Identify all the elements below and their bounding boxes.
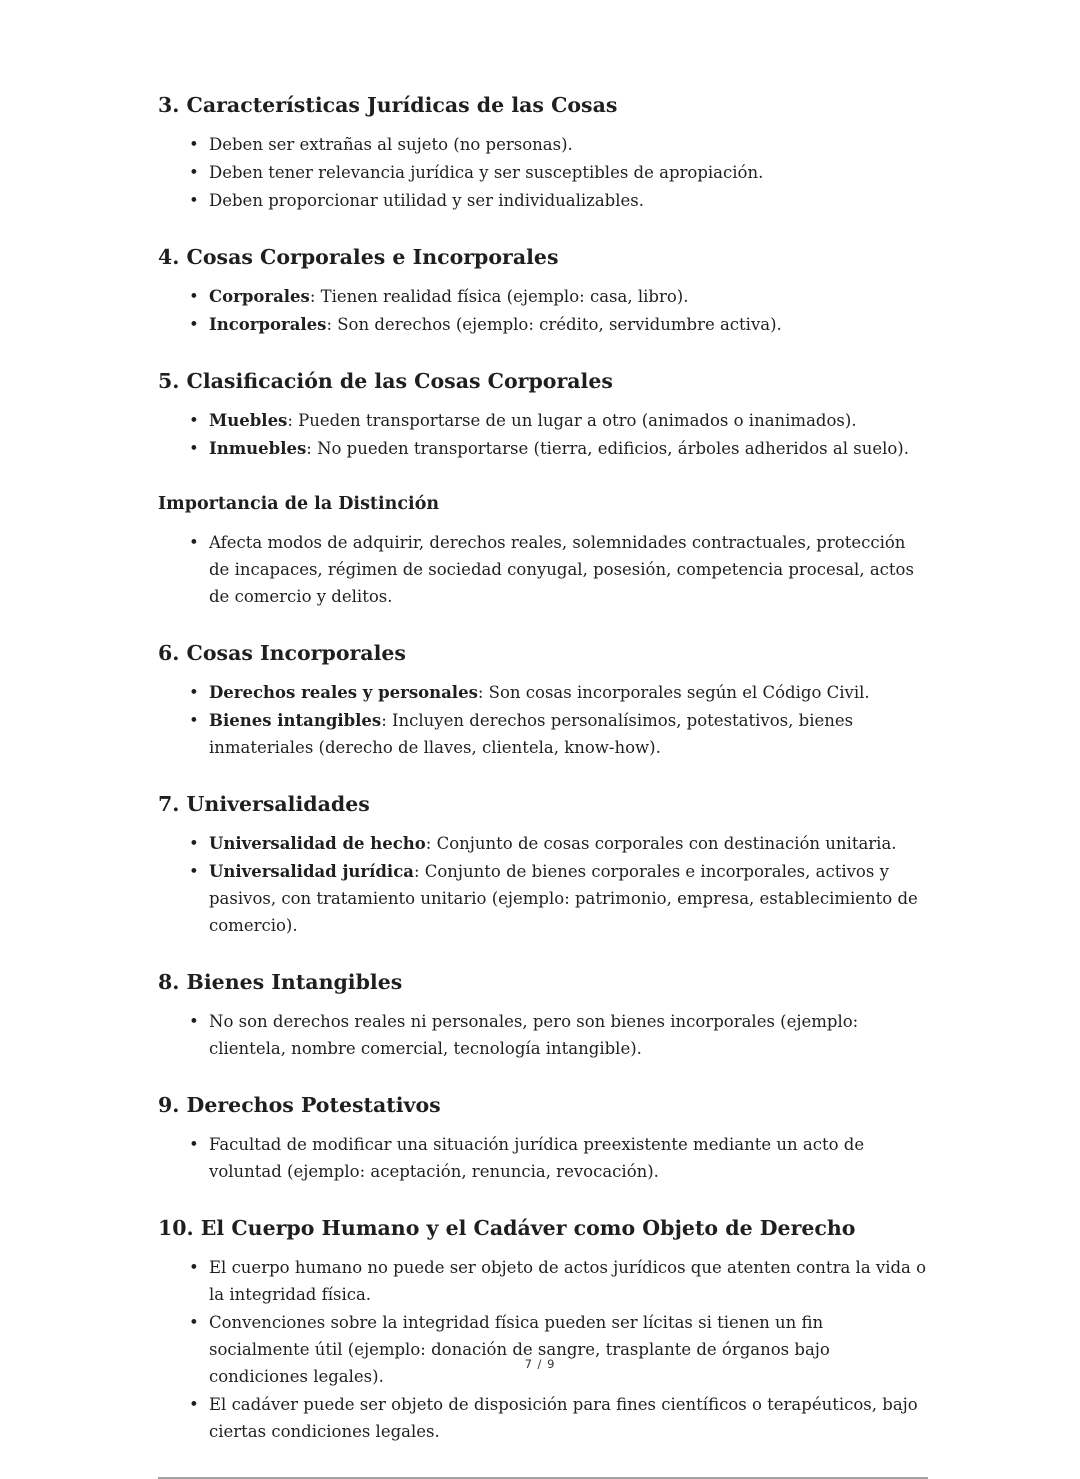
bullet-list — [158, 679, 928, 761]
item-text: : Son derechos (ejemplo: crédito, servidumbre activa). — [326, 315, 782, 334]
list-item — [209, 1309, 928, 1390]
section-heading: 4. Cosas Corporales e Incorporales — [158, 245, 559, 269]
item-text: : No pueden transportarse (tierra, edificios, árboles adheridos al suelo). — [306, 439, 909, 458]
bullet-list — [158, 1254, 928, 1445]
list-item — [209, 187, 928, 214]
list-item — [209, 830, 928, 857]
list-item — [209, 529, 928, 610]
section-heading: 5. Clasificación de las Cosas Corporales — [158, 369, 613, 393]
item-term: Corporales — [209, 287, 310, 306]
item-text: : Tienen realidad física (ejemplo: casa, libro). — [309, 287, 689, 306]
item-text: Deben ser extrañas al sujeto (no personas). — [209, 135, 573, 154]
item-text: No son derechos reales ni personales, pero son bienes incorporales (ejemplo: clientela, nombre comercial, tecnología intangible). — [209, 1012, 859, 1058]
section-heading: 7. Universalidades — [158, 792, 370, 816]
subsection-heading: Importancia de la Distinción — [158, 494, 440, 514]
section-heading: 6. Cosas Incorporales — [158, 641, 406, 665]
list-item — [209, 1391, 928, 1445]
list-item — [209, 679, 928, 706]
item-text: : Conjunto de cosas corporales con destinación unitaria. — [425, 834, 897, 853]
list-item — [209, 707, 928, 761]
list-item — [209, 283, 928, 310]
bullet-list — [158, 1008, 928, 1062]
section-cosas-corporales-incorporales — [158, 244, 928, 338]
item-text: El cadáver puede ser objeto de disposición para fines científicos o terapéuticos, bajo ciertas condiciones legales. — [209, 1395, 918, 1441]
list-item — [209, 407, 928, 434]
bullet-list — [158, 131, 928, 214]
bullet-list — [158, 283, 928, 338]
item-text: El cuerpo humano no puede ser objeto de actos jurídicos que atenten contra la vida o la integridad física. — [209, 1258, 927, 1304]
item-text: Convenciones sobre la integridad física pueden ser lícitas si tienen un fin socialmente útil (ejemplo: donación de sangre, trasplante de órganos bajo condiciones legales). — [209, 1313, 830, 1386]
list-item — [209, 1008, 928, 1062]
list-item — [209, 131, 928, 158]
item-text: : Son cosas incorporales según el Código Civil. — [477, 683, 870, 702]
section-cuerpo-humano-cadaver — [158, 1215, 928, 1445]
bullet-list — [158, 830, 928, 939]
item-text: Facultad de modificar una situación jurídica preexistente mediante un acto de voluntad (ejemplo: aceptación, renuncia, revocación). — [209, 1135, 865, 1181]
item-term: Incorporales — [209, 315, 327, 334]
section-derechos-potestativos — [158, 1092, 928, 1185]
section-universalidades — [158, 791, 928, 939]
list-item — [209, 858, 928, 939]
item-term: Muebles — [209, 411, 288, 430]
bullet-list — [158, 1131, 928, 1185]
item-text: : Pueden transportarse de un lugar a otro (animados o inanimados). — [287, 411, 857, 430]
section-heading: 3. Características Jurídicas de las Cosas — [158, 93, 618, 117]
list-item — [209, 1254, 928, 1308]
bullet-list — [158, 407, 928, 462]
section-clasificacion-cosas-corporales — [158, 368, 928, 462]
item-text: Afecta modos de adquirir, derechos reales, solemnidades contractuales, protección de incapaces, régimen de sociedad conyugal, posesión, competencia procesal, actos de comercio y delitos. — [209, 533, 914, 606]
section-caracteristicas-juridicas — [158, 92, 928, 214]
item-term: Universalidad de hecho — [209, 834, 426, 853]
section-cosas-incorporales — [158, 640, 928, 761]
item-term: Inmuebles — [209, 439, 307, 458]
item-text: Deben proporcionar utilidad y ser individualizables. — [209, 191, 645, 210]
document-page — [158, 92, 928, 1479]
item-term: Bienes intangibles — [209, 711, 382, 730]
item-term: Derechos reales y personales — [209, 683, 478, 702]
item-text: Deben tener relevancia jurídica y ser susceptibles de apropiación. — [209, 163, 764, 182]
item-text: : Conjunto de bienes corporales e incorporales, activos y pasivos, con tratamiento unitario (ejemplo: patrimonio, empresa, establecimiento de comercio). — [209, 862, 918, 935]
section-bienes-intangibles — [158, 969, 928, 1062]
item-term: Universalidad jurídica — [209, 862, 414, 881]
list-item — [209, 311, 928, 338]
section-heading: 9. Derechos Potestativos — [158, 1093, 441, 1117]
list-item — [209, 435, 928, 462]
section-heading: 10. El Cuerpo Humano y el Cadáver como Objeto de Derecho — [158, 1216, 856, 1240]
section-importancia-distincion — [158, 492, 928, 610]
bullet-list — [158, 529, 928, 610]
page-number: 7 / 9 — [524, 1357, 556, 1371]
section-heading: 8. Bienes Intangibles — [158, 970, 403, 994]
item-text: : Incluyen derechos personalísimos, potestativos, bienes inmateriales (derecho de llaves, clientela, know-how). — [209, 711, 854, 757]
list-item — [209, 159, 928, 186]
list-item — [209, 1131, 928, 1185]
